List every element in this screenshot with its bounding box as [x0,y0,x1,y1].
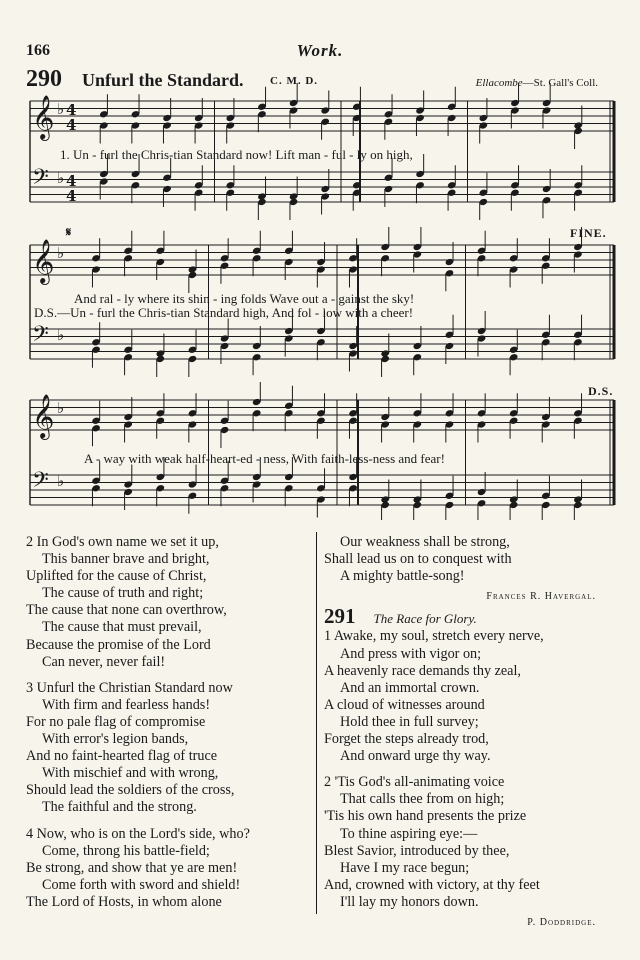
stanza-line: A heavenly race demands thy zeal, [324,662,521,679]
time-signature-bottom: 4 [66,116,77,134]
hymn-291-stanza-2 [324,774,616,911]
stanza-line: 2 'Tis God's all-animating voice [324,774,505,791]
tune-source: —St. Gall's Coll. [522,77,598,89]
tune-name: Ellacombe [475,77,523,89]
stanza-line: And onward urge thy way. [340,748,491,765]
stanza-line: Our weakness shall be strong, [340,534,510,550]
stanza-line: 1 Awake, my soul, stretch every nerve, [324,628,544,645]
fine-mark: FINE. [570,226,607,240]
flat-key-signature: ♭ [57,100,65,118]
hymn-291-author: P. Doddridge. [527,916,596,928]
stanza-line: I'll lay my honors down. [340,893,479,910]
stanza-line: That calls thee from on high; [340,791,505,808]
stanza-line: For no pale flag of compromise [26,713,206,730]
segno-sign: 𝄋 [66,225,73,239]
stanza-line: Uplifted for the cause of Christ, [26,568,207,585]
hymn-290-stanzas [26,534,316,911]
stanza-2 [26,534,316,671]
stanza-line: With mischief and with wrong, [42,765,219,782]
column-divider [316,532,317,914]
stanza-line: The cause that must prevail, [42,619,202,636]
hymn-291-stanza-1 [324,628,616,765]
stanza-line: And no faint-hearted flag of truce [26,748,218,765]
page-number: 166 [26,42,50,59]
stanza-line: To thine aspiring eye:— [340,825,478,842]
flat-key-signature: ♭ [57,169,65,187]
running-head: Work. [296,41,344,60]
stanza-3 [26,680,316,817]
stanza-line: With error's legion bands, [42,731,189,748]
stanza-line: Blest Savior, introduced by thee, [324,842,510,859]
hymn-291-title: The Race for Glory. [373,611,477,627]
stanza-line: Because the promise of the Lord [26,636,211,653]
stanza-line: 2 In God's own name we set it up, [26,534,219,550]
stanza-line: The Lord of Hosts, in whom alone [26,893,222,910]
stanza-line: And press with vigor on; [340,645,482,662]
right-column [324,534,616,931]
flat-key-signature: ♭ [57,472,65,490]
flat-key-signature: ♭ [57,244,65,262]
hymn-290-title: Unfurl the Standard. [82,70,244,90]
stanza-line: Be strong, and show that ye are men! [26,859,238,876]
stanza-line: A mighty battle-song! [340,568,465,585]
stanza-line: Come, throng his battle-field; [42,842,210,859]
hymn-291-number: 291 [324,604,356,629]
stanza-line: This banner brave and bright, [42,551,210,568]
bass-clef-icon: 𝄢 [32,322,49,352]
stanza-line: And, crowned with victory, at thy feet [324,876,540,893]
stanza-line: Come forth with sword and shield! [42,876,241,893]
stanza-line: 4 Now, who is on the Lord's side, who? [26,825,250,842]
stanza-line: Shall lead us on to conquest with [324,551,512,568]
stanza-line: 3 Unfurl the Christian Standard now [26,679,233,696]
stanza-line: The cause of truth and right; [42,585,204,602]
hymn-290-number: 290 [26,66,62,92]
stanza-line: Have I my race begun; [340,859,470,876]
ds-mark: D.S. [588,384,614,398]
stanza-line: The cause that none can overthrow, [26,602,227,619]
hymn-291-heading [324,604,616,629]
stanza-line: 'Tis his own hand presents the prize [324,808,527,825]
flat-key-signature: ♭ [57,399,65,417]
treble-clef-icon: 𝄞 [32,394,55,438]
hymn-290-meter: C. M. D. [270,75,319,87]
treble-clef-icon: 𝄞 [32,239,55,283]
lyrics-line-3: D.S.—Un - furl the Chris-tian Standard high, And fol - low with a cheer! [34,305,414,320]
stanza-4-continuation [324,534,616,585]
flat-key-signature: ♭ [57,326,65,344]
lyrics-line-2: And ral - ly where its shin - ing folds Wave out a - gainst the sky! [74,291,415,306]
bass-clef-icon: 𝄢 [32,468,49,498]
time-signature-bottom: 4 [66,187,77,205]
hymn-290-author: Frances R. Havergal. [486,591,596,603]
lyrics-line-1: 1. Un - furl the Chris-tian Standard now! Lift man - ful - ly on high, [60,147,413,162]
stanza-line: The faithful and the strong. [42,799,197,816]
stanza-4 [26,826,316,911]
stanza-line: Can never, never fail! [42,653,166,670]
stanza-line: Forget the steps already trod, [324,731,489,748]
time-signature-top: 4 [66,101,77,119]
stanza-line: Hold thee in full survey; [340,713,479,730]
bass-clef-icon: 𝄢 [32,165,49,195]
stanza-line: And an immortal crown. [340,679,480,696]
lyrics-line-4: A - way with weak half-heart-ed - ness, With faith-less-ness and fear! [84,451,445,466]
treble-clef-icon: 𝄞 [32,95,55,139]
time-signature-top: 4 [66,172,77,190]
stanza-line: With firm and fearless hands! [42,696,211,713]
stanza-line: A cloud of witnesses around [324,696,485,713]
stanza-line: Should lead the soldiers of the cross, [26,782,235,799]
